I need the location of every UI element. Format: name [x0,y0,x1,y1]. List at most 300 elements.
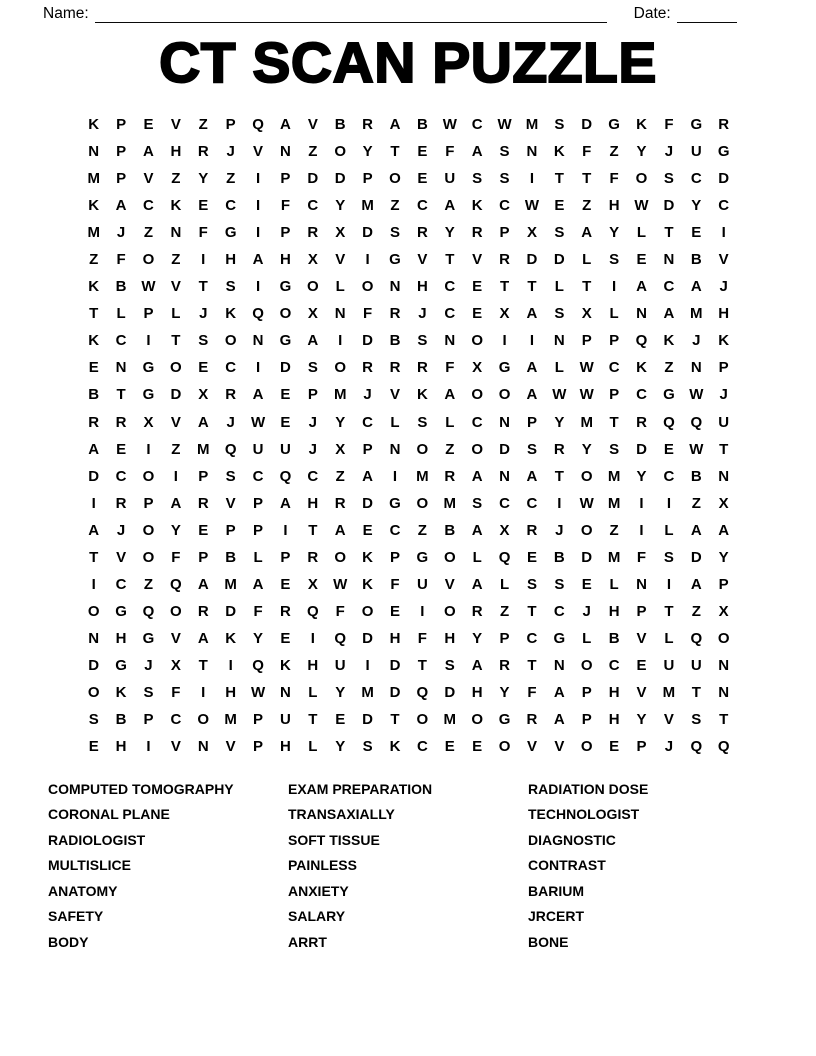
grid-cell: R [225,386,237,404]
grid-cell: S [554,224,565,242]
grid-cell: C [115,332,127,350]
grid-cell: A [553,711,565,729]
grid-cell: O [170,359,182,377]
grid-cell: R [471,602,483,620]
grid-cell: A [197,629,209,647]
grid-cell: B [553,548,565,566]
grid-cell: Q [663,413,675,431]
grid-cell: F [582,143,592,161]
grid-cell: Q [279,467,292,485]
grid-cell: Y [335,738,346,756]
grid-cell: C [636,386,647,404]
grid-cell: I [255,197,261,215]
grid-cell: E [691,224,702,242]
grid-cell: E [335,711,346,729]
grid-cell: P [609,332,620,350]
grid-cell: I [529,332,535,350]
grid-cell: D [581,116,593,134]
grid-cell: A [143,143,154,161]
grid-cell: R [362,116,374,134]
grid-cell: K [115,684,127,701]
grid-cell: Z [609,143,619,161]
grid-cell: Q [690,413,703,431]
grid-cell: O [471,440,483,458]
grid-cell: P [116,143,127,161]
grid-cell: I [666,494,671,512]
grid-cell: Q [635,332,648,350]
grid-cell: Y [335,413,346,431]
grid-cell: T [527,602,537,620]
grid-cell: I [502,332,507,350]
grid-cell: I [666,575,671,593]
grid-cell: K [416,386,428,404]
grid-cell: M [662,684,676,701]
word-list-item: SAFETY [48,908,104,925]
grid-cell: S [472,170,483,188]
grid-cell: R [88,413,100,431]
grid-cell: D [280,359,291,377]
grid-cell: Z [143,224,154,242]
grid-cell: V [307,116,318,134]
grid-cell: D [389,684,401,701]
grid-cell: P [526,413,537,431]
grid-cell: E [198,197,209,215]
grid-cell: E [472,305,483,323]
grid-cell: A [581,224,593,242]
grid-cell: Z [691,494,701,512]
grid-cell: X [581,305,592,323]
grid-cell: H [170,143,182,161]
grid-cell: H [115,738,127,756]
grid-cell: X [198,386,209,404]
grid-cell: E [280,413,291,431]
grid-cell: J [719,278,728,296]
grid-cell: Y [253,629,264,647]
grid-cell: F [609,170,619,188]
grid-cell: S [88,711,99,729]
date-label: Date: [633,5,671,22]
grid-cell: A [170,494,182,512]
grid-cell: P [609,386,620,404]
grid-cell: D [362,332,374,350]
grid-cell: A [526,305,538,323]
grid-cell: A [197,575,209,593]
grid-cell: P [581,684,592,701]
grid-cell: Y [581,440,592,458]
grid-cell: K [280,656,291,674]
grid-cell: P [198,548,209,566]
grid-cell: A [252,251,264,269]
grid-cell: H [608,197,620,215]
grid-cell: C [115,467,127,485]
grid-cell: C [526,494,538,512]
grid-cell: J [144,656,153,674]
grid-cell: Q [498,548,511,566]
grid-cell: T [390,143,400,161]
grid-cell: B [334,116,346,134]
grid-cell: X [335,440,346,458]
grid-cell: D [553,251,565,269]
grid-cell: C [663,467,675,485]
grid-cell: X [718,494,729,512]
grid-cell: M [361,684,374,701]
grid-cell: J [719,386,728,404]
grid-cell: M [333,386,347,404]
grid-cell: N [663,251,675,269]
grid-cell: D [88,656,100,674]
grid-cell: E [609,738,620,756]
grid-cell: T [89,548,99,566]
grid-cell: B [416,116,428,134]
grid-cell: P [143,494,154,512]
grid-cell: O [170,602,182,620]
grid-cell: F [171,548,181,566]
grid-cell: W [442,116,457,134]
grid-cell: P [307,386,318,404]
word-list-item: ANATOMY [48,882,118,899]
grid-cell: R [307,548,319,566]
grid-cell: S [143,684,154,701]
grid-cell: E [389,602,400,620]
grid-cell: R [197,143,209,161]
grid-cell: K [88,197,100,215]
grid-cell: P [253,521,264,539]
grid-cell: I [557,494,562,512]
grid-cell: T [445,251,455,269]
grid-cell: A [389,116,401,134]
grid-cell: N [636,305,647,323]
grid-cell: J [308,440,317,458]
grid-cell: Z [582,197,592,215]
grid-cell: S [554,575,565,593]
grid-cell: F [363,305,373,323]
grid-cell: D [88,467,100,485]
grid-cell: A [553,684,565,701]
grid-cell: F [280,197,291,215]
grid-cell: C [170,711,182,729]
grid-cell: S [225,467,236,485]
grid-cell: C [225,197,237,215]
grid-cell: B [115,711,127,729]
grid-cell: R [197,494,209,512]
grid-cell: G [717,143,730,161]
grid-cell: N [553,656,565,674]
grid-cell: D [389,656,401,674]
grid-cell: O [334,143,347,161]
grid-cell: H [225,251,237,269]
grid-cell: P [389,548,400,566]
grid-cell: T [116,386,126,404]
grid-cell: D [718,170,730,188]
grid-cell: P [253,494,264,512]
grid-cell: D [663,197,675,215]
grid-cell: R [362,359,374,377]
grid-cell: B [115,278,127,296]
grid-cell: V [335,251,346,269]
grid-cell: A [663,305,675,323]
grid-cell: D [499,440,510,458]
grid-cell: E [636,656,647,674]
grid-cell: Y [198,170,209,188]
grid-cell: P [225,116,236,134]
word-list-column-1 [48,777,288,955]
grid-cell: N [252,332,264,350]
grid-cell: I [146,332,151,350]
grid-cell: O [580,738,593,756]
grid-cell: F [335,602,345,620]
grid-cell: W [634,197,649,215]
grid-cell: G [416,548,429,566]
grid-cell: W [141,278,156,296]
grid-cell: R [307,224,319,242]
grid-cell: U [334,656,346,674]
grid-cell: E [472,738,483,756]
grid-cell: H [280,738,291,756]
grid-cell: S [526,440,537,458]
grid-cell: C [499,494,510,512]
word-list [48,777,768,955]
grid-cell: C [225,359,237,377]
word-list-item: SALARY [288,908,346,925]
grid-cell: H [471,684,483,701]
grid-cell: C [690,170,702,188]
grid-cell: O [498,386,511,404]
grid-cell: S [663,170,674,188]
grid-cell: E [143,116,154,134]
grid-cell: I [283,521,288,539]
grid-cell: N [280,684,291,701]
grid-cell: Z [89,251,99,269]
grid-cell: H [608,602,620,620]
grid-cell: Y [362,143,373,161]
grid-cell: A [88,440,100,458]
grid-cell: A [690,575,702,593]
grid-cell: G [389,494,401,512]
grid-cell: Z [198,116,208,134]
grid-cell: X [307,575,318,593]
grid-cell: C [499,197,510,215]
grid-cell: C [608,359,620,377]
grid-cell: C [663,278,675,296]
grid-cell: U [444,170,456,188]
grid-cell: J [226,143,235,161]
grid-cell: Y [444,224,455,242]
grid-cell: R [526,711,538,729]
grid-cell: S [663,548,674,566]
grid-cell: D [636,440,647,458]
grid-cell: U [252,440,264,458]
grid-cell: B [690,251,702,269]
grid-cell: E [526,548,537,566]
grid-cell: I [612,278,617,296]
grid-cell: Z [390,197,400,215]
grid-cell: R [197,602,209,620]
grid-cell: O [334,548,347,566]
word-list-item: JRCERT [528,908,585,925]
grid-cell: C [471,116,483,134]
grid-cell: F [116,251,126,269]
grid-cell: Q [142,602,155,620]
grid-cell: A [280,116,291,134]
grid-cell: G [115,602,127,620]
word-list-item: COMPUTED TOMOGRAPHY [48,781,234,797]
grid-cell: R [636,413,647,431]
grid-cell: Q [690,629,703,647]
grid-cell: E [280,386,291,404]
grid-cell: I [392,467,398,485]
grid-cell: U [416,575,428,593]
grid-cell: K [225,305,237,323]
grid-cell: A [444,386,456,404]
grid-cell: K [471,197,483,215]
grid-cell: H [416,278,428,296]
grid-cell: S [417,332,428,350]
grid-cell: K [88,278,100,296]
grid-cell: Z [445,440,455,458]
grid-cell: V [116,548,127,566]
grid-cell: B [690,467,702,485]
grid-cell: T [390,711,400,729]
grid-cell: R [444,467,456,485]
grid-cell: L [636,224,647,242]
grid-cell: Q [717,738,730,756]
grid-cell: A [115,197,127,215]
grid-cell: V [170,278,181,296]
grid-cell: S [691,711,702,729]
grid-cell: N [499,413,510,431]
grid-cell: Q [252,656,264,674]
grid-cell: X [499,305,510,323]
grid-cell: N [280,143,291,161]
grid-cell: L [116,305,126,323]
grid-cell: E [444,738,455,756]
grid-cell: B [444,521,456,539]
grid-cell: L [554,359,564,377]
grid-cell: V [389,386,400,404]
grid-cell: E [116,440,127,458]
grid-cell: P [718,575,729,593]
grid-cell: M [416,467,429,485]
grid-cell: G [608,116,620,134]
grid-cell: G [389,251,401,269]
grid-cell: C [608,656,620,674]
grid-cell: Z [308,143,318,161]
grid-cell: U [280,440,291,458]
grid-cell: O [498,738,511,756]
grid-cell: N [499,467,510,485]
grid-cell: S [609,251,620,269]
grid-cell: I [529,170,535,188]
grid-cell: E [636,251,647,269]
grid-cell: L [253,548,263,566]
grid-cell: U [690,143,702,161]
grid-cell: Y [691,197,702,215]
grid-cell: H [389,629,401,647]
grid-cell: L [499,575,510,593]
grid-cell: T [308,521,318,539]
grid-cell: E [417,143,428,161]
grid-cell: O [416,494,429,512]
grid-cell: R [389,305,401,323]
grid-cell: I [146,738,151,756]
grid-cell: A [526,386,538,404]
grid-cell: C [444,305,456,323]
grid-cell: A [280,494,291,512]
grid-cell: A [307,332,319,350]
header [43,5,737,23]
grid-cell: I [255,278,261,296]
grid-cell: G [142,359,155,377]
grid-cell: Y [335,197,346,215]
grid-cell: W [250,413,266,431]
grid-cell: Y [170,521,181,539]
grid-cell: N [389,278,401,296]
grid-cell: X [526,224,537,242]
grid-cell: N [718,467,730,485]
grid-cell: J [199,305,208,323]
grid-cell: M [607,494,621,512]
grid-cell: F [390,575,400,593]
grid-cell: R [416,224,428,242]
grid-cell: P [280,224,291,242]
grid-cell: V [225,494,236,512]
grid-cell: P [225,521,236,539]
grid-cell: V [444,575,455,593]
grid-cell: U [280,711,291,729]
grid-cell: V [718,251,729,269]
grid-cell: I [173,467,178,485]
word-list-item: DIAGNOSTIC [528,831,616,848]
grid-cell: V [170,738,181,756]
grid-cell: A [252,386,264,404]
grid-cell: E [198,359,209,377]
grid-cell: K [362,548,374,566]
grid-cell: O [389,170,401,188]
grid-cell: G [498,711,511,729]
grid-cell: P [280,548,291,566]
grid-cell: G [142,386,155,404]
grid-cell: I [310,629,315,647]
grid-cell: Q [252,116,264,134]
grid-cell: T [691,684,701,701]
grid-cell: D [225,602,237,620]
grid-cell: U [663,656,675,674]
grid-cell: G [142,629,155,647]
word-list-item: EXAM PREPARATION [288,781,433,797]
grid-cell: R [526,521,538,539]
grid-cell: I [255,359,261,377]
grid-cell: E [198,521,209,539]
grid-cell: F [198,224,208,242]
grid-cell: A [718,521,730,539]
grid-cell: Z [335,467,345,485]
grid-cell: V [225,738,236,756]
grid-cell: N [444,332,456,350]
grid-cell: M [197,440,210,458]
grid-cell: O [142,467,155,485]
grid-cell: O [87,602,100,620]
grid-cell: C [115,575,127,593]
grid-cell: W [250,684,266,701]
grid-cell: K [362,575,374,593]
grid-cell: D [526,251,538,269]
grid-cell: V [253,143,264,161]
grid-cell: E [280,575,291,593]
grid-cell: D [362,629,374,647]
grid-cell: N [718,684,730,701]
grid-cell: I [255,224,261,242]
grid-cell: C [526,629,538,647]
